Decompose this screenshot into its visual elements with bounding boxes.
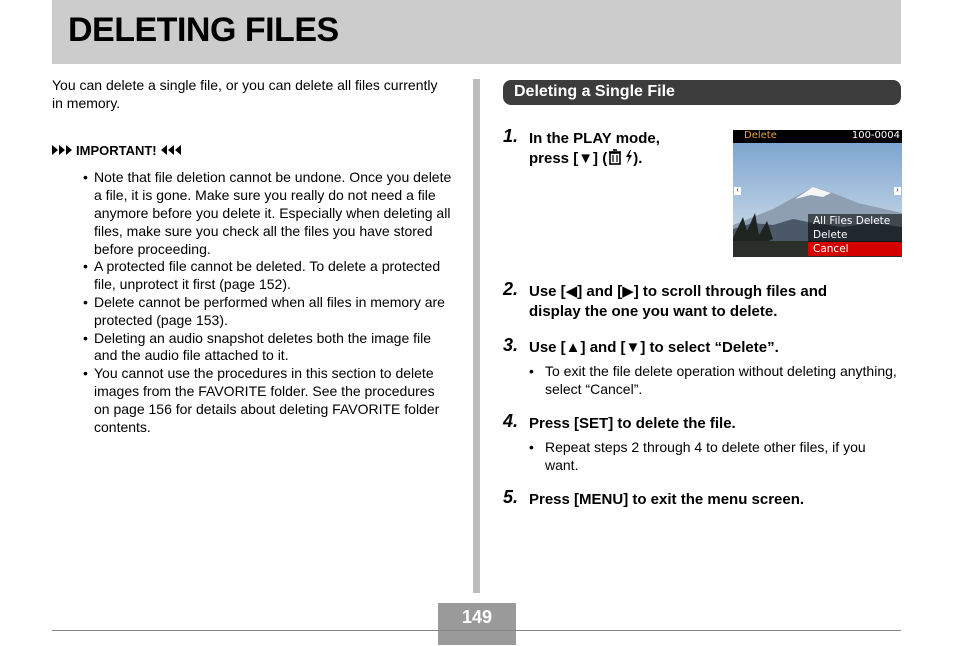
camera-screen-image: [733, 130, 902, 257]
camera-menu-item: All Files Delete: [808, 214, 902, 228]
camera-file-number: 100-0004: [851, 130, 900, 141]
step-number: 3.: [503, 335, 519, 355]
chevron-right-icon: ›: [894, 187, 901, 195]
step-text: press [▼] (: [529, 150, 608, 167]
trash-icon: [607, 149, 623, 165]
step-5: [503, 487, 901, 510]
step-text: Press [MENU] to exit the menu screen.: [529, 491, 805, 508]
section-title: Deleting a Single File: [514, 83, 675, 100]
step-text: In the PLAY mode,: [529, 130, 660, 147]
arrow-left-icon: [161, 145, 181, 155]
important-heading: [52, 142, 452, 160]
step-number: 5.: [503, 487, 519, 507]
step-2: [503, 279, 901, 326]
section-heading: [503, 80, 901, 105]
intro-text: You can delete a single file, or you can delete all files currently in memory.: [52, 77, 438, 111]
step-text: display the one you want to delete.: [529, 303, 778, 320]
left-column: [52, 77, 452, 436]
title-bar: [52, 0, 901, 64]
page-number-tab: [438, 603, 516, 645]
step-4: [503, 411, 901, 434]
list-item: • A protected file cannot be deleted. To delete a protected file, unprotect it first (page 152).: [52, 258, 452, 294]
step-3-note: • To exit the file delete operation without deleting anything, select “Cancel”.: [529, 362, 901, 398]
step-4-note: • Repeat steps 2 through 4 to delete other files, if you want.: [529, 438, 901, 474]
camera-mode-label: Delete: [744, 130, 777, 141]
column-divider: [473, 79, 480, 593]
step-1: [503, 126, 703, 173]
important-list: [52, 169, 452, 436]
flash-icon: [625, 150, 633, 164]
camera-status-bar: [733, 130, 902, 143]
page-title: DELETING FILES: [68, 11, 339, 49]
step-3: [503, 335, 901, 358]
step-number: 1.: [503, 126, 519, 146]
step-text: ).: [633, 150, 643, 167]
camera-menu-item-selected: Cancel: [808, 242, 902, 256]
step-text: Use [◀] and [▶] to scroll through files and: [529, 283, 828, 300]
arrow-right-icon: [52, 145, 72, 155]
step-text: Press [SET] to delete the file.: [529, 415, 736, 432]
step-number: 4.: [503, 411, 519, 431]
camera-menu: [808, 214, 902, 256]
camera-menu-item: Delete: [808, 228, 902, 242]
chevron-left-icon: ‹: [734, 187, 741, 195]
list-item: • You cannot use the procedures in this section to delete images from the FAVORITE folder. See the procedures on page 156 for details about deleting FAVORITE folder contents.: [52, 365, 452, 436]
page-number: 149: [461, 607, 493, 627]
step-number: 2.: [503, 279, 519, 299]
list-item: • Deleting an audio snapshot deletes both the image file and the audio file attached to it.: [52, 330, 452, 366]
step-text: Use [▲] and [▼] to select “Delete”.: [529, 339, 779, 356]
important-label: IMPORTANT!: [76, 142, 157, 158]
list-item: • Delete cannot be performed when all files in memory are protected (page 153).: [52, 294, 452, 330]
list-item: • Note that file deletion cannot be undone. Once you delete a file, it is gone. Make sure you really do not need a file anymore before you delete it. Especially when deleting all files, make sure you check all the files you have stored before proceeding.: [52, 169, 452, 258]
